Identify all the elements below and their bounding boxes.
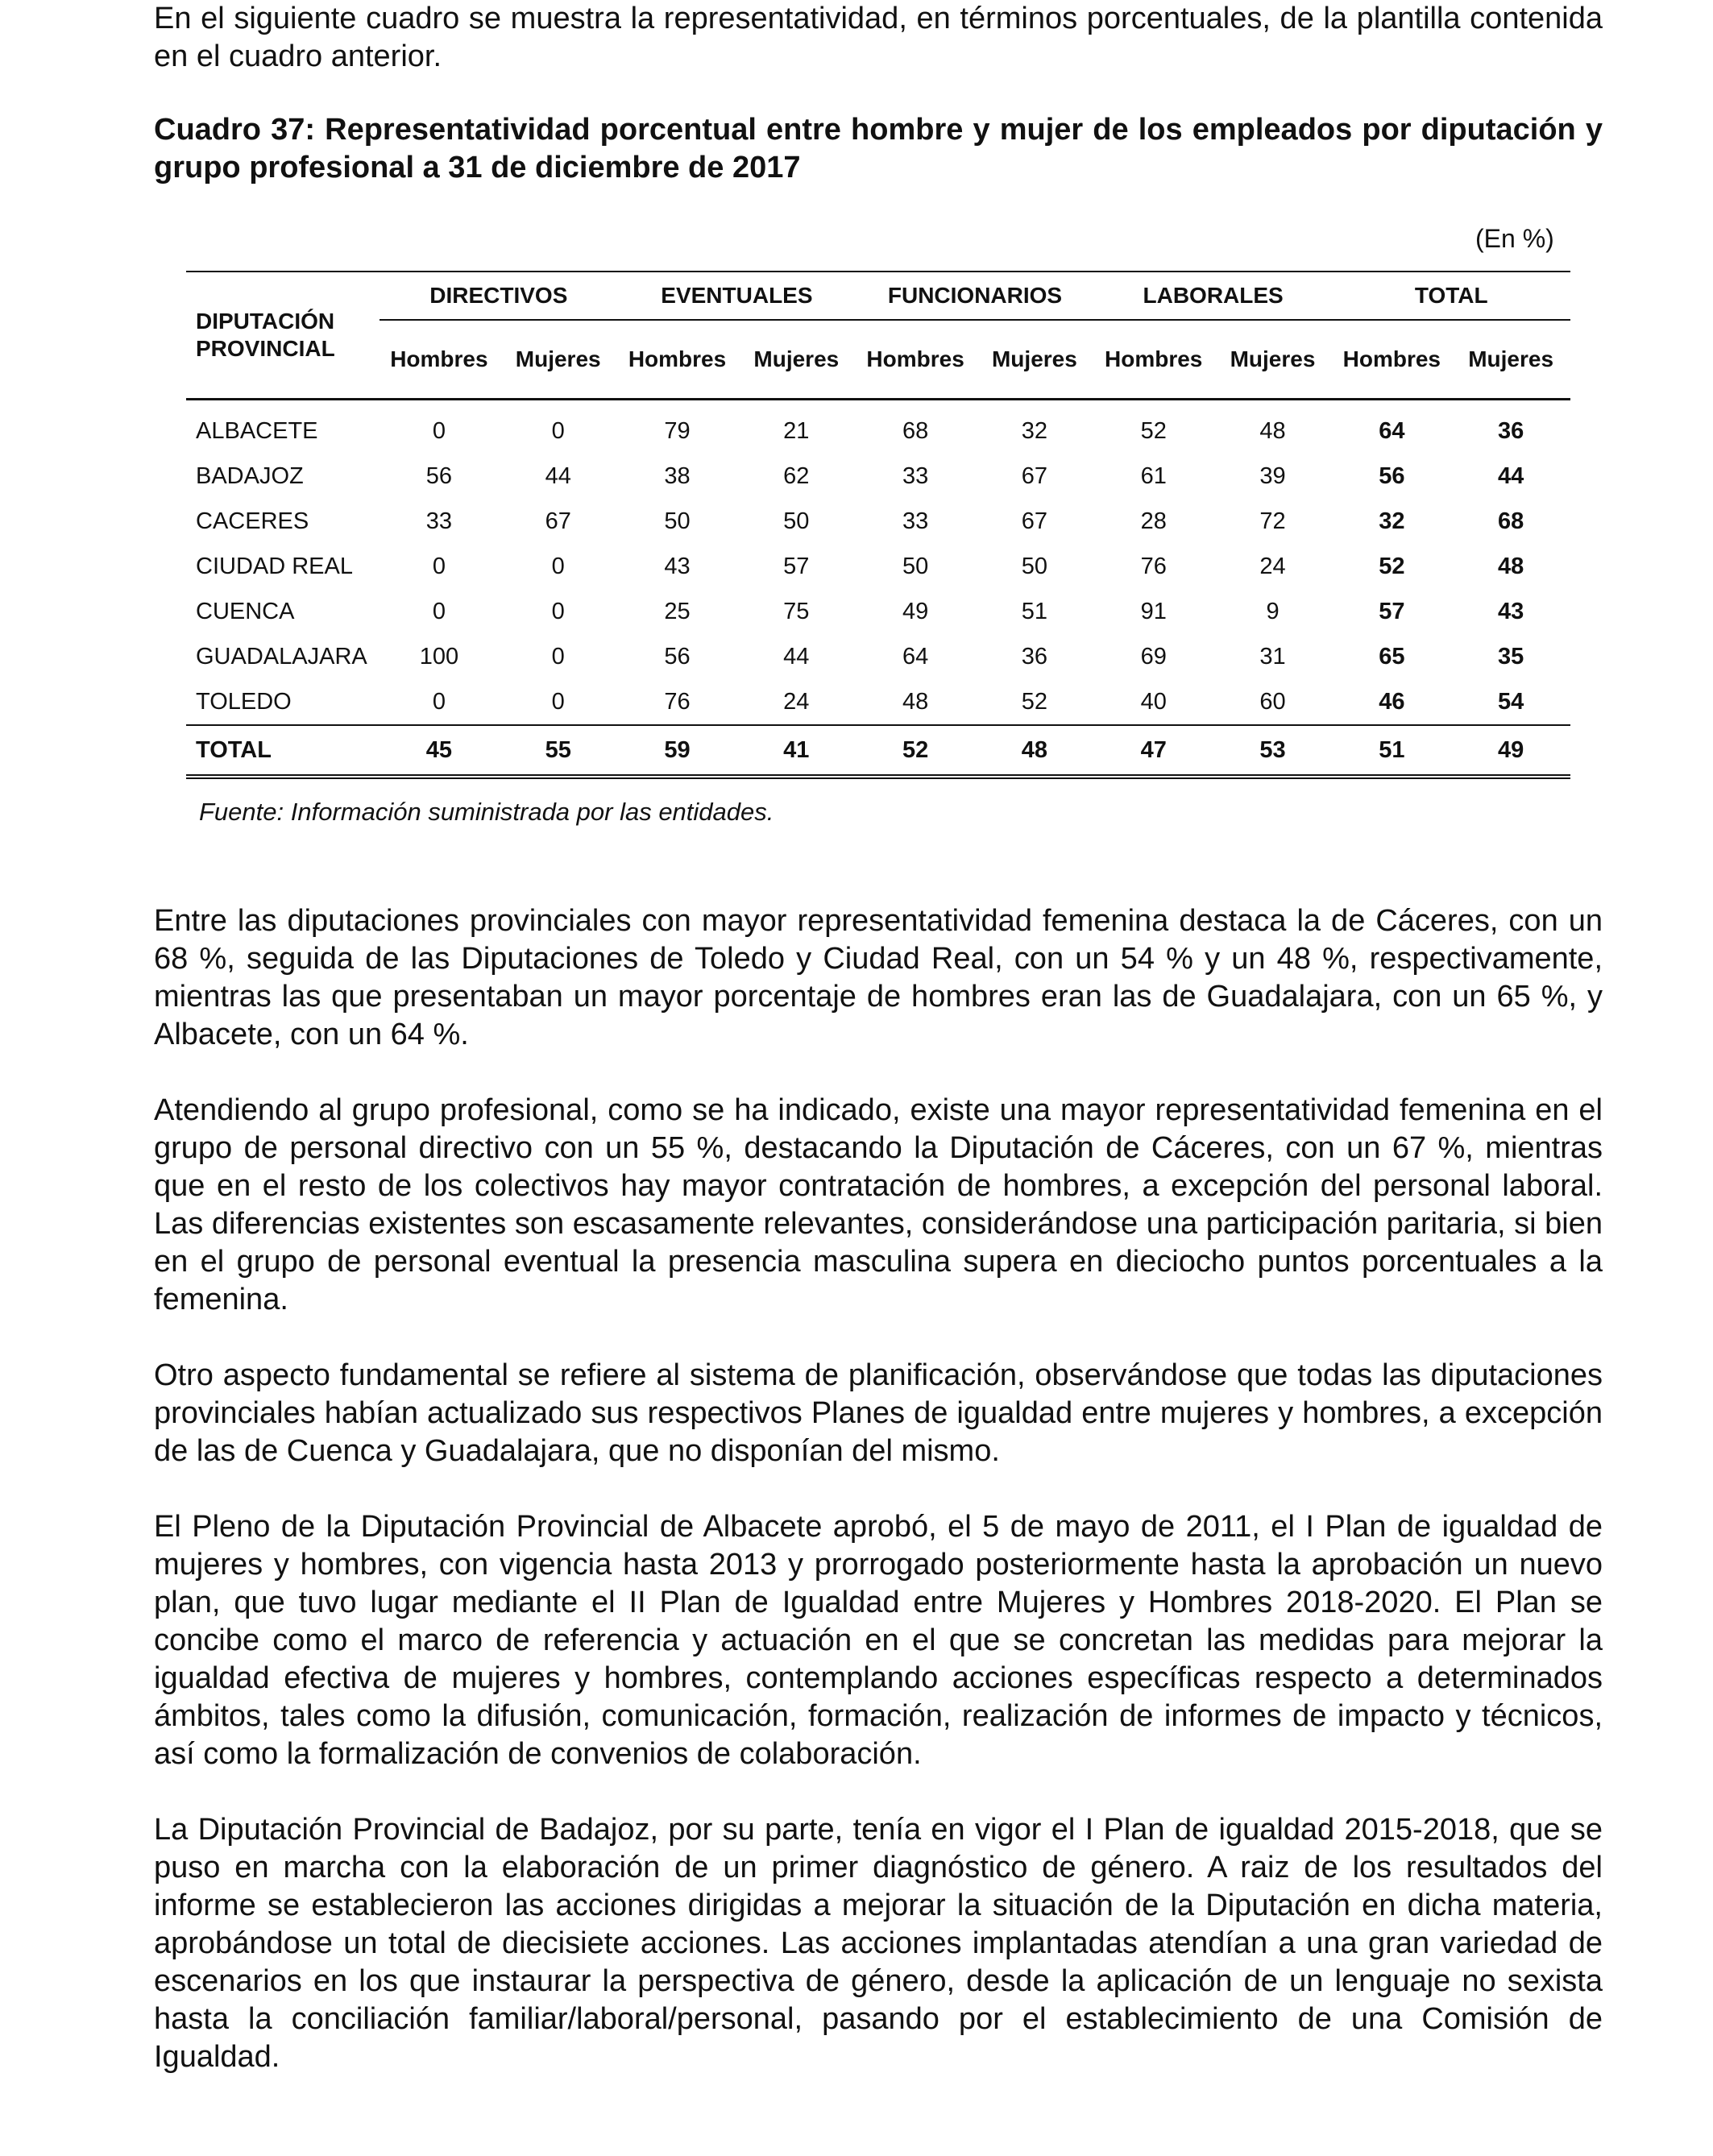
value-cell: 76 xyxy=(1140,553,1167,579)
table-total-row xyxy=(186,725,1570,777)
subheader-cell: Hombres xyxy=(618,320,737,400)
table-row xyxy=(186,400,1570,454)
value-cell: 44 xyxy=(783,643,810,670)
row-name-cell: TOLEDO xyxy=(196,688,292,715)
value-cell: 0 xyxy=(432,688,446,715)
value-cell: 64 xyxy=(1379,417,1405,444)
row-header-label: DIPUTACIÓN PROVINCIAL xyxy=(186,272,380,400)
value-cell: 44 xyxy=(545,462,571,489)
value-cell: 65 xyxy=(1379,643,1405,670)
value-cell: 32 xyxy=(1021,417,1048,444)
body-text xyxy=(154,902,1603,2114)
group-header-directivos: DIRECTIVOS xyxy=(380,272,618,320)
value-cell: 60 xyxy=(1259,688,1286,715)
total-value-cell: 47 xyxy=(1094,725,1213,777)
value-cell: 33 xyxy=(902,508,929,534)
table-body xyxy=(186,400,1570,777)
group-header-eventuales: EVENTUALES xyxy=(618,272,856,320)
value-cell: 67 xyxy=(1021,462,1048,489)
value-cell: 50 xyxy=(902,553,929,579)
subheader-cell: Hombres xyxy=(1332,320,1451,400)
value-cell: 54 xyxy=(1497,688,1524,715)
total-value-cell: 41 xyxy=(736,725,856,777)
representativity-table xyxy=(186,271,1570,779)
value-cell: 40 xyxy=(1140,688,1167,715)
value-cell: 56 xyxy=(425,462,453,489)
value-cell: 56 xyxy=(1379,462,1405,489)
total-value-cell: 55 xyxy=(499,725,618,777)
subheader-cell: Hombres xyxy=(1094,320,1213,400)
value-cell: 69 xyxy=(1140,643,1167,670)
subheader-cell: Hombres xyxy=(380,320,499,400)
value-cell: 31 xyxy=(1259,643,1286,670)
subheader-cell: Hombres xyxy=(856,320,975,400)
table-row xyxy=(186,454,1570,499)
value-cell: 52 xyxy=(1379,553,1405,579)
table-row xyxy=(186,589,1570,634)
value-cell: 38 xyxy=(664,462,691,489)
intro-paragraph: En el siguiente cuadro se muestra la representatividad, en términos porcentuales, de la plantilla contenida en el cuadro anterior. xyxy=(154,2,1603,73)
value-cell: 33 xyxy=(902,462,929,489)
value-cell: 33 xyxy=(425,508,453,534)
value-cell: 36 xyxy=(1497,417,1524,444)
total-value-cell: 51 xyxy=(1332,725,1451,777)
value-cell: 21 xyxy=(783,417,810,444)
body-paragraph: La Diputación Provincial de Badajoz, por su parte, tenía en vigor el I Plan de igualdad 2015-2018, que se puso en marcha con la elaboración de un primer diagnóstico de género. A raiz de los resultados del informe se establecieron las acciones dirigidas a mejorar la situación de la Diputación en dicha materia, aprobándose un total de diecisiete acciones. Las acciones implantadas atendían a una gran variedad de escenarios en los que instaurar la perspectiva de género, desde la aplicación de un lenguaje no sexista hasta la conciliación familiar/laboral/personal, pasando por el establecimiento de una Comisión de Igualdad. xyxy=(154,1813,1603,2074)
group-header-total: TOTAL xyxy=(1332,272,1570,320)
value-cell: 91 xyxy=(1140,598,1167,624)
body-paragraph: Entre las diputaciones provinciales con mayor representatividad femenina destaca la de Cáceres, con un 68 %, seguida de las Diputaciones de Toledo y Ciudad Real, con un 54 % y un 48 %, respectivamente, mientras las que presentaban un mayor porcentaje de hombres eran las de Guadalajara, con un 65 %, y Albacete, con un 64 %. xyxy=(154,904,1603,1051)
value-cell: 50 xyxy=(664,508,691,534)
total-value-cell: 53 xyxy=(1213,725,1333,777)
value-cell: 57 xyxy=(783,553,810,579)
table-row xyxy=(186,679,1570,725)
value-cell: 43 xyxy=(664,553,691,579)
total-label-cell: TOTAL xyxy=(186,725,380,777)
value-cell: 50 xyxy=(1021,553,1048,579)
value-cell: 52 xyxy=(1140,417,1167,444)
value-cell: 68 xyxy=(902,417,929,444)
value-cell: 0 xyxy=(551,417,565,444)
value-cell: 25 xyxy=(664,598,691,624)
value-cell: 0 xyxy=(551,688,565,715)
value-cell: 24 xyxy=(783,688,810,715)
subheader-cell: Mujeres xyxy=(499,320,618,400)
value-cell: 49 xyxy=(902,598,929,624)
subheader-cell: Mujeres xyxy=(1213,320,1333,400)
value-cell: 76 xyxy=(664,688,691,715)
row-name-cell: CACERES xyxy=(196,508,309,534)
total-value-cell: 52 xyxy=(856,725,975,777)
subheader-row xyxy=(186,320,1570,400)
value-cell: 62 xyxy=(783,462,810,489)
value-cell: 57 xyxy=(1379,598,1405,624)
value-cell: 75 xyxy=(783,598,810,624)
body-paragraph: Otro aspecto fundamental se refiere al sistema de planificación, observándose que todas las diputaciones provinciales habían actualizado sus respectivos Planes de igualdad entre mujeres y hombres, a excepción de las de Cuenca y Guadalajara, que no disponían del mismo. xyxy=(154,1358,1603,1468)
total-value-cell: 59 xyxy=(618,725,737,777)
table-row xyxy=(186,634,1570,679)
value-cell: 100 xyxy=(419,643,459,670)
row-name-cell: CUENCA xyxy=(196,598,295,624)
value-cell: 46 xyxy=(1379,688,1405,715)
data-table-container xyxy=(186,271,1570,779)
value-cell: 79 xyxy=(664,417,691,444)
value-cell: 28 xyxy=(1140,508,1167,534)
value-cell: 44 xyxy=(1497,462,1524,489)
value-cell: 61 xyxy=(1140,462,1167,489)
value-cell: 0 xyxy=(551,553,565,579)
table-row xyxy=(186,499,1570,544)
value-cell: 67 xyxy=(545,508,571,534)
value-cell: 0 xyxy=(432,553,446,579)
value-cell: 0 xyxy=(432,598,446,624)
total-value-cell: 48 xyxy=(975,725,1094,777)
table-row xyxy=(186,544,1570,589)
value-cell: 0 xyxy=(432,417,446,444)
total-value-cell: 49 xyxy=(1451,725,1570,777)
value-cell: 9 xyxy=(1266,598,1280,624)
value-cell: 0 xyxy=(551,598,565,624)
value-cell: 43 xyxy=(1497,598,1524,624)
subheader-cell: Mujeres xyxy=(1451,320,1570,400)
value-cell: 48 xyxy=(1259,417,1286,444)
row-name-cell: GUADALAJARA xyxy=(196,643,367,670)
body-paragraph: Atendiendo al grupo profesional, como se ha indicado, existe una mayor representatividad femenina en el grupo de personal directivo con un 55 %, destacando la Diputación de Cáceres, con un 67 %, mientras que en el resto de los colectivos hay mayor contratación de hombres, a excepción del personal laboral. Las diferencias existentes son escasamente relevantes, considerándose una participación paritaria, si bien en el grupo de personal eventual la presencia masculina supera en dieciocho puntos porcentuales a la femenina. xyxy=(154,1093,1603,1316)
group-header-laborales: LABORALES xyxy=(1094,272,1333,320)
value-cell: 56 xyxy=(664,643,691,670)
subheader-cell: Mujeres xyxy=(736,320,856,400)
row-name-cell: BADAJOZ xyxy=(196,462,304,489)
value-cell: 0 xyxy=(551,643,565,670)
value-cell: 24 xyxy=(1259,553,1286,579)
value-cell: 48 xyxy=(1497,553,1524,579)
table-source-note: Fuente: Información suministrada por las entidades. xyxy=(199,798,774,826)
value-cell: 32 xyxy=(1379,508,1405,534)
table-title: Cuadro 37: Representatividad porcentual entre hombre y mujer de los empleados por diputación y grupo profesional a 31 de diciembre de 2017 xyxy=(154,113,1603,185)
row-name-cell: ALBACETE xyxy=(196,417,318,444)
value-cell: 52 xyxy=(1021,688,1048,715)
value-cell: 35 xyxy=(1497,643,1524,670)
value-cell: 68 xyxy=(1497,508,1524,534)
row-name-cell: CIUDAD REAL xyxy=(196,553,353,579)
group-header-funcionarios: FUNCIONARIOS xyxy=(856,272,1094,320)
value-cell: 48 xyxy=(902,688,929,715)
value-cell: 39 xyxy=(1259,462,1286,489)
group-header-row xyxy=(186,272,1570,320)
body-paragraph: El Pleno de la Diputación Provincial de Albacete aprobó, el 5 de mayo de 2011, el I Plan de igualdad de mujeres y hombres, con vigencia hasta 2013 y prorrogado posteriormente hasta la aprobación un nuevo plan, que tuvo lugar mediante el II Plan de Igualdad entre Mujeres y Hombres 2018-2020. El Plan se concibe como el marco de referencia y actuación en el que se concretan las medidas para mejorar la igualdad efectiva de mujeres y hombres, contemplando acciones específicas respecto a determinados ámbitos, tales como la difusión, comunicación, formación, realización de informes de impacto y técnicos, así como la formalización de convenios de colaboración. xyxy=(154,1510,1603,1771)
total-value-cell: 45 xyxy=(380,725,499,777)
subheader-cell: Mujeres xyxy=(975,320,1094,400)
value-cell: 51 xyxy=(1021,598,1048,624)
units-label: (En %) xyxy=(1475,224,1554,253)
value-cell: 50 xyxy=(783,508,810,534)
value-cell: 64 xyxy=(902,643,929,670)
value-cell: 72 xyxy=(1259,508,1286,534)
value-cell: 36 xyxy=(1021,643,1048,670)
value-cell: 67 xyxy=(1021,508,1048,534)
